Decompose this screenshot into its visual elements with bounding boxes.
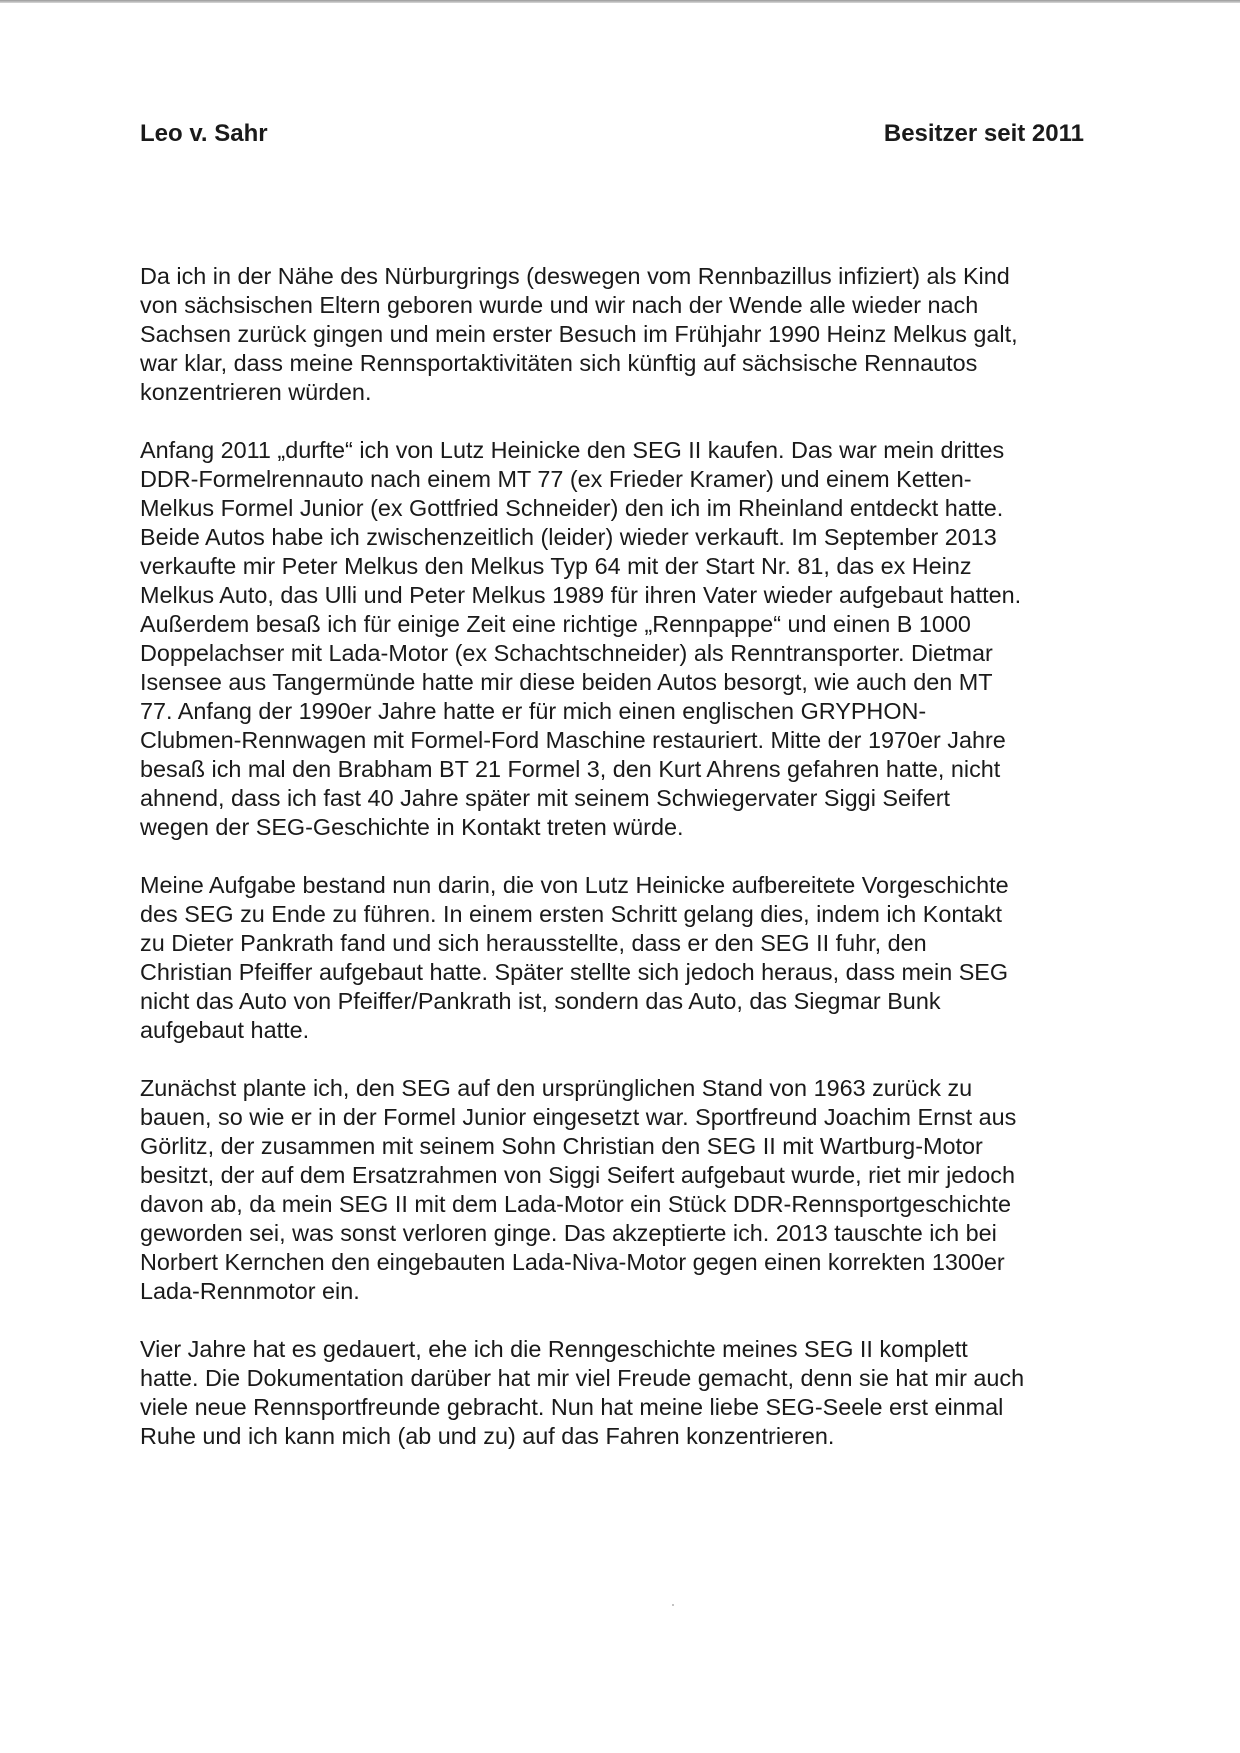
paragraph-restoration: Zunächst plante ich, den SEG auf den ursprünglichen Stand von 1963 zurück zu bauen, so wie er in der Formel Junior eingesetzt war. Sportfreund Joachim Ernst aus Görlitz, der zusammen mit seinem Sohn Christian den SEG II mit Wartburg-Motor besitzt, der auf dem Ersatzrahmen von Siggi Seifert aufgebaut wurde, riet mir jedoch davon ab, da mein SEG II mit dem Lada-Motor ein Stück DDR-Rennsportgeschichte geworden sei, was sonst verloren ginge. Das akzeptierte ich. 2013 tauschte ich bei Norbert Kernchen den eingebauten Lada-Niva-Motor gegen einen korrekten 1300er Lada-Rennmotor ein. xyxy=(140,1075,1017,1304)
page-header xyxy=(140,120,1084,148)
paragraph-acquisitions: Anfang 2011 „durfte“ ich von Lutz Heinicke den SEG II kaufen. Das war mein drittes DDR-Formelrennauto nach einem MT 77 (ex Frieder Kramer) und einem Ketten- Melkus Formel Junior (ex Gottfried Schneider) den ich im Rheinland entdeckt hatte. Beide Autos habe ich zwischenzeitlich (leider) wieder verkauft. Im September 2013 verkaufte mir Peter Melkus den Melkus Typ 64 mit der Start Nr. 81, das ex Heinz Melkus Auto, das Ulli und Peter Melkus 1989 für ihren Vater wieder aufgebaut hatten. Außerdem besaß ich für einige Zeit eine richtige „Rennpappe“ und einen B 1000 Doppelachser mit Lada-Motor (ex Schachtschneider) als Renntransporter. Dietmar Isensee aus Tangermünde hatte mir diese beiden Autos besorgt, wie auch den MT 77. Anfang der 1990er Jahre hatte er für mich einen englischen GRYPHON- Clubmen-Rennwagen mit Formel-Ford Maschine restauriert. Mitte der 1970er Jahre besaß ich mal den Brabham BT 21 Formel 3, den Kurt Ahrens gefahren hatte, nicht ahnend, dass ich fast 40 Jahre später mit seinem Schwiegervater Siggi Seifert wegen der SEG-Geschichte in Kontakt treten würde. xyxy=(140,437,1022,840)
owner-since: Besitzer seit 2011 xyxy=(883,120,1084,147)
paragraph-history-research: Meine Aufgabe bestand nun darin, die von Lutz Heinicke aufbereitete Vorgeschichte des SEG zu Ende zu führen. In einem ersten Schritt gelang dies, indem ich Kontakt zu Dieter Pankrath fand und sich herausstellte, dass er den SEG II fuhr, den Christian Pfeiffer aufgebaut hatte. Später stellte sich jedoch heraus, dass mein SEG nicht das Auto von Pfeiffer/Pankrath ist, sondern das Auto, das Siegmar Bunk aufgebaut hatte. xyxy=(140,872,1009,1043)
author-name: Leo v. Sahr xyxy=(140,120,268,147)
document-body xyxy=(140,262,1084,1480)
paragraph-intro: Da ich in der Nähe des Nürburgrings (deswegen vom Rennbazillus infiziert) als Kind von sächsischen Eltern geboren wurde und wir nach der Wende alle wieder nach Sachsen zurück gingen und mein erster Besuch im Frühjahr 1990 Heinz Melkus galt, war klar, dass meine Rennsportaktivitäten sich künftig auf sächsische Rennautos konzentrieren würden. xyxy=(140,263,1018,405)
scan-edge xyxy=(0,0,1240,3)
paragraph-conclusion: Vier Jahre hat es gedauert, ehe ich die Renngeschichte meines SEG II komplett hatte. Die Dokumentation darüber hat mir viel Freude gemacht, denn sie hat mir auch viele neue Rennsportfreunde gebracht. Nun hat meine liebe SEG-Seele erst einmal Ruhe und ich kann mich (ab und zu) auf das Fahren konzentrieren. xyxy=(140,1336,1025,1449)
scan-speck xyxy=(672,1604,674,1606)
